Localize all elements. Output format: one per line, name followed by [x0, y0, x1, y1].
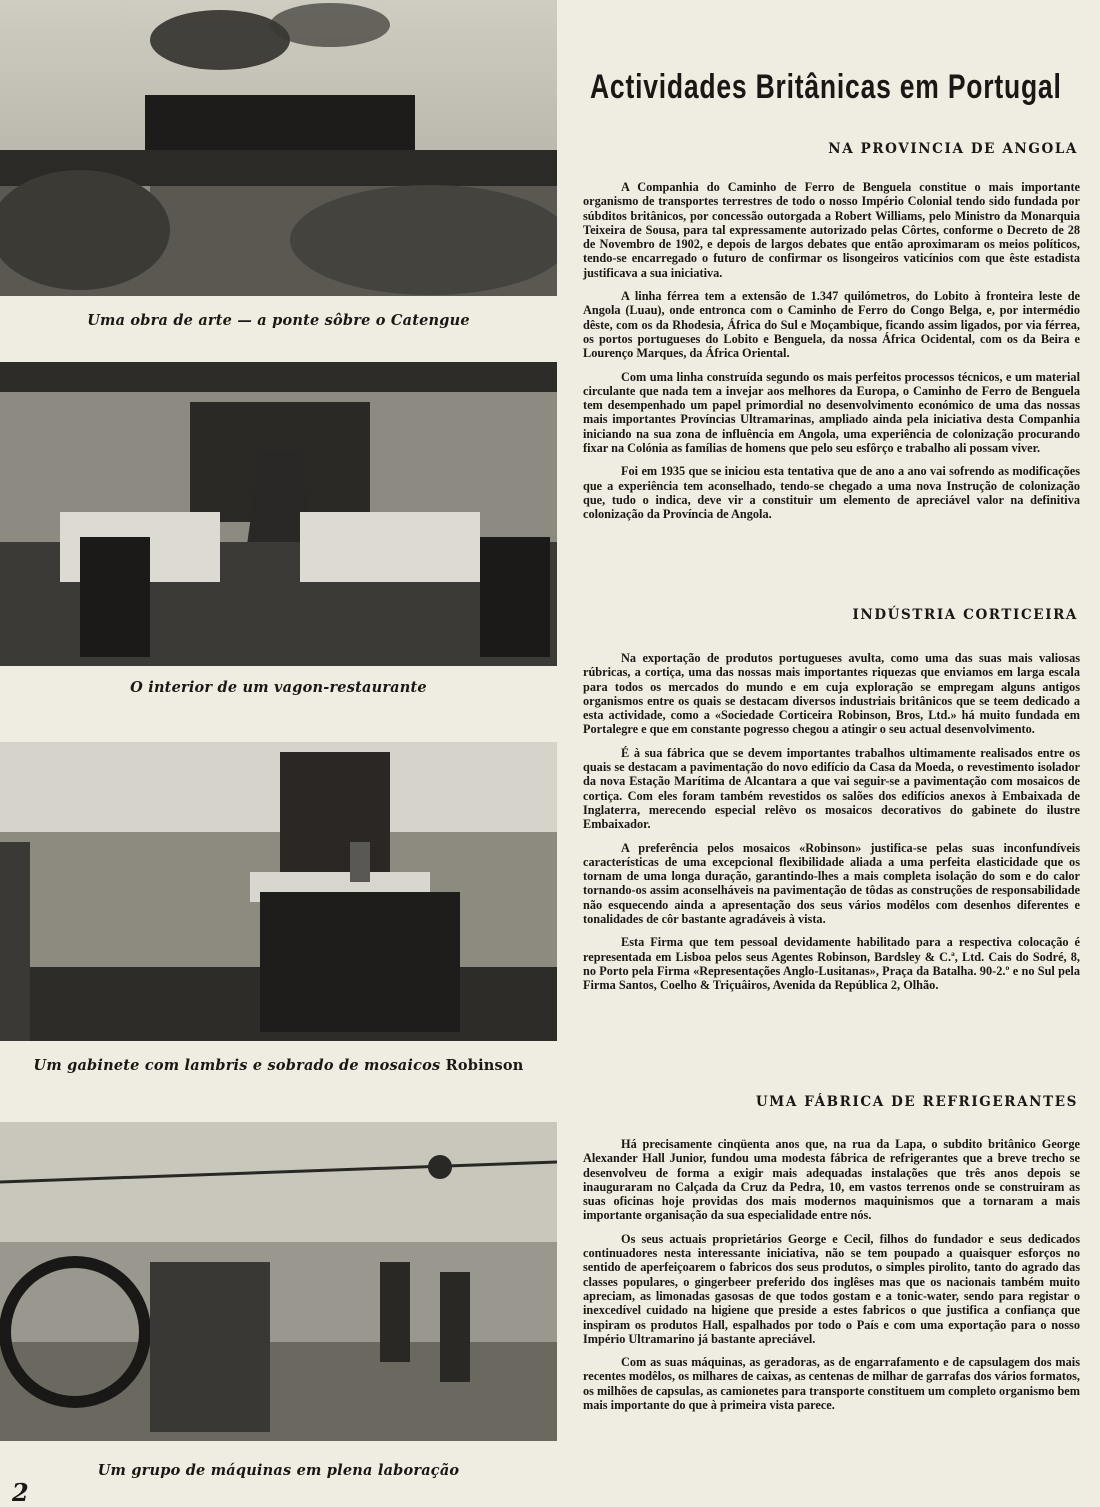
paragraph: A linha férrea tem a extensão de 1.347 quilómetros, do Lobito à fronteira leste de Angola (Luau), onde entronca com o Caminho de Ferro do Congo Belga, e, por intermédio dêste, com os da Rhodesia, África do Sul e Moçambique, ficando assim ligados, por via férrea, os portos portugueses do Lobito e Benguela, da nossa África Ocidental, com os da Beira e Lourenço Marques, da África Oriental.: [583, 289, 1080, 361]
section-heading: UMA FÁBRICA DE REFRIGERANTES: [755, 1094, 1078, 1110]
article-title: Actividades Britânicas em Portugal: [590, 68, 1062, 106]
photo-caption: [0, 1057, 557, 1074]
paragraph: Na exportação de produtos portugueses avulta, como uma das suas mais valiosas rúbricas, a cortiça, uma das nossas mais importantes riquezas que enviamos em larga escala para todos os mercados do mundo e em cuja exploração se empregam alguns antigos organismos entre os quais se destacam diversos industriais britânicos que se teem dedicado a esta actividade, como a «Sociedade Corticeira Robinson, Bros, Ltd.» há muito fundada em Portalegre e que em constante pogresso chegou a atingir o seu actual desenvolvimento.: [583, 651, 1080, 737]
caption-text: Um gabinete com lambris e sobrado de mosaicos: [33, 1057, 441, 1074]
paragraph: É à sua fábrica que se devem importantes trabalhos ultimamente realisados entre os quais se destacam a pavimentação do novo edifício da Casa da Moeda, o revestimento isolador da nova Estação Marítima de Alcantara a que vai seguir-se a pavimentação com mosaicos de cortiça. Com eles foram também revestidos os salões dos edifícios anexos à Embaixada de Inglaterra, merecendo especial relêvo os mosaicos decorativos do gabinete do ilustre Embaixador.: [583, 745, 1080, 832]
photo-train-bridge: [0, 0, 557, 296]
paragraph: Com as suas máquinas, as geradoras, as de engarrafamento e de capsulagem dos mais recentes modêlos, os milhares de caixas, as centenas de milhar de garrafas dos vários formatos, os milhões de capsulas, as camionetes para transporte constituem um completo organismo bem mais importante do que à primeira vista parece.: [583, 1355, 1080, 1413]
section-heading: NA PROVINCIA DE ANGOLA: [828, 141, 1078, 157]
paragraph: Esta Firma que tem pessoal devidamente habilitado para a respectiva colocação é representada em Lisboa pelos seus Agentes Robinson, Bardsley & C.ª, Ltd. Cais do Sodré, 8, no Porto pela Firma «Representações Anglo-Lusitanas», Praça da Batalha. 90-2.º e no Sul pela Firma Santos, Coelho & Triçuâiros, Avenida da República 2, Olhão.: [583, 935, 1080, 993]
paragraph: A preferência pelos mosaicos «Robinson» justifica-se pelas suas inconfundíveis características de uma excepcional flexibilidade aliada a uma perfeita elasticidade que os tornam de uma longa duração, garantindo-lhes a mais completa isolação do som e do calor tornando-os assim aconselháveis na pavimentação de tôdas as construções de responsabilidade não esquecendo ainda a apresentação dos seus vários modêlos com desenhos diferentes e tonalidades de côr bastante agradáveis à vista.: [583, 840, 1080, 927]
paragraph: Foi em 1935 que se iniciou esta tentativa que de ano a ano vai sofrendo as modificações que a experiência tem aconselhado, tendo-se chegado a uma nova Instrução de colonização que, tudo o indica, deve vir a constituir um elemento de apreciável valor na definitiva colonização da Província de Angola.: [583, 464, 1080, 522]
photo-caption: Um grupo de máquinas em plena laboração: [97, 1462, 460, 1479]
page-number: 2: [12, 1478, 29, 1507]
photo-caption: O interior de um vagon-restaurante: [130, 679, 427, 696]
caption-brand: Robinson: [445, 1057, 524, 1074]
section-angola: [583, 180, 1080, 531]
section-cork: [583, 651, 1080, 1002]
paragraph: Com uma linha construída segundo os mais perfeitos processos técnicos, e um material circulante que nada tem a invejar aos melhores da Europa, o Caminho de Ferro de Benguela tem desempenhado um papel primordial no desenvolvimento económico de uma das nossas mais importantes Províncias Ultramarinas, ampliado ainda pela iniciativa desta Companhia iniciando na sua zona de influência em Angola, uma experiência de colonização procurando fixar na Colónia as famílias de homens que pelo seu esfôrço e trabalho ali possam viver.: [583, 369, 1080, 456]
section-refrigerants: [583, 1137, 1080, 1421]
photo-machines: [0, 1122, 557, 1441]
photo-dining-car: [0, 362, 557, 666]
paragraph: Há precisamente cinqüenta anos que, na rua da Lapa, o subdito britânico George Alexander Hall Junior, fundou uma modesta fábrica de refrigerantes que a breve trecho se desenvolveu de forma a exigir mais adequadas instalações que três anos depois se inauguraram no Calçada da Cruz da Pedra, 10, em vastos terrenos onde se construiram as suas oficinas hoje providas dos mais modernos maquinismos que a tornaram a mais importante organisação da sua especialidade entre nós.: [583, 1137, 1080, 1223]
paragraph: Os seus actuais proprietários George e Cecil, filhos do fundador e seus dedicados continuadores nesta interessante iniciativa, não se tem poupado a quaisquer esforços no sentido de aperfeiçoarem o fabricos dos seus produtos, o simples pirolito, tanto do agrado das classes populares, o gingerbeer preferido dos inglêses mas que os nacionais também muito apreciam, as limonadas gasosas de que todos gostam e a tonic-water, sendo para registar o inexcedível cuidado na higiene que preside a estes fabricos o que justifica a confiança que inspiram os produtos Hall, espalhados por todo o País e com uma exportação para o nosso Império Ultramarino já bastante apreciável.: [583, 1231, 1080, 1346]
section-heading: INDÚSTRIA CORTICEIRA: [852, 607, 1078, 623]
photo-caption: Uma obra de arte — a ponte sôbre o Catengue: [87, 312, 470, 329]
photo-office: [0, 742, 557, 1041]
paragraph: A Companhia do Caminho de Ferro de Benguela constitue o mais importante organismo de transportes terrestres de todo o nosso Império Colonial tendo sido fundada por súbditos britânicos, por concessão outorgada a Robert Williams, pelo Ministro da Monarquia Teixeira de Sousa, para tal expressamente autorizado pelas Côrtes, conforme o Decreto de 28 de Novembro de 1902, e depois de largos debates que então aproximaram os meios políticos, tendo-se encarregado o futuro de confirmar os lisongeiros vaticínios com que êste estadista justificava a sua iniciativa.: [583, 180, 1080, 280]
